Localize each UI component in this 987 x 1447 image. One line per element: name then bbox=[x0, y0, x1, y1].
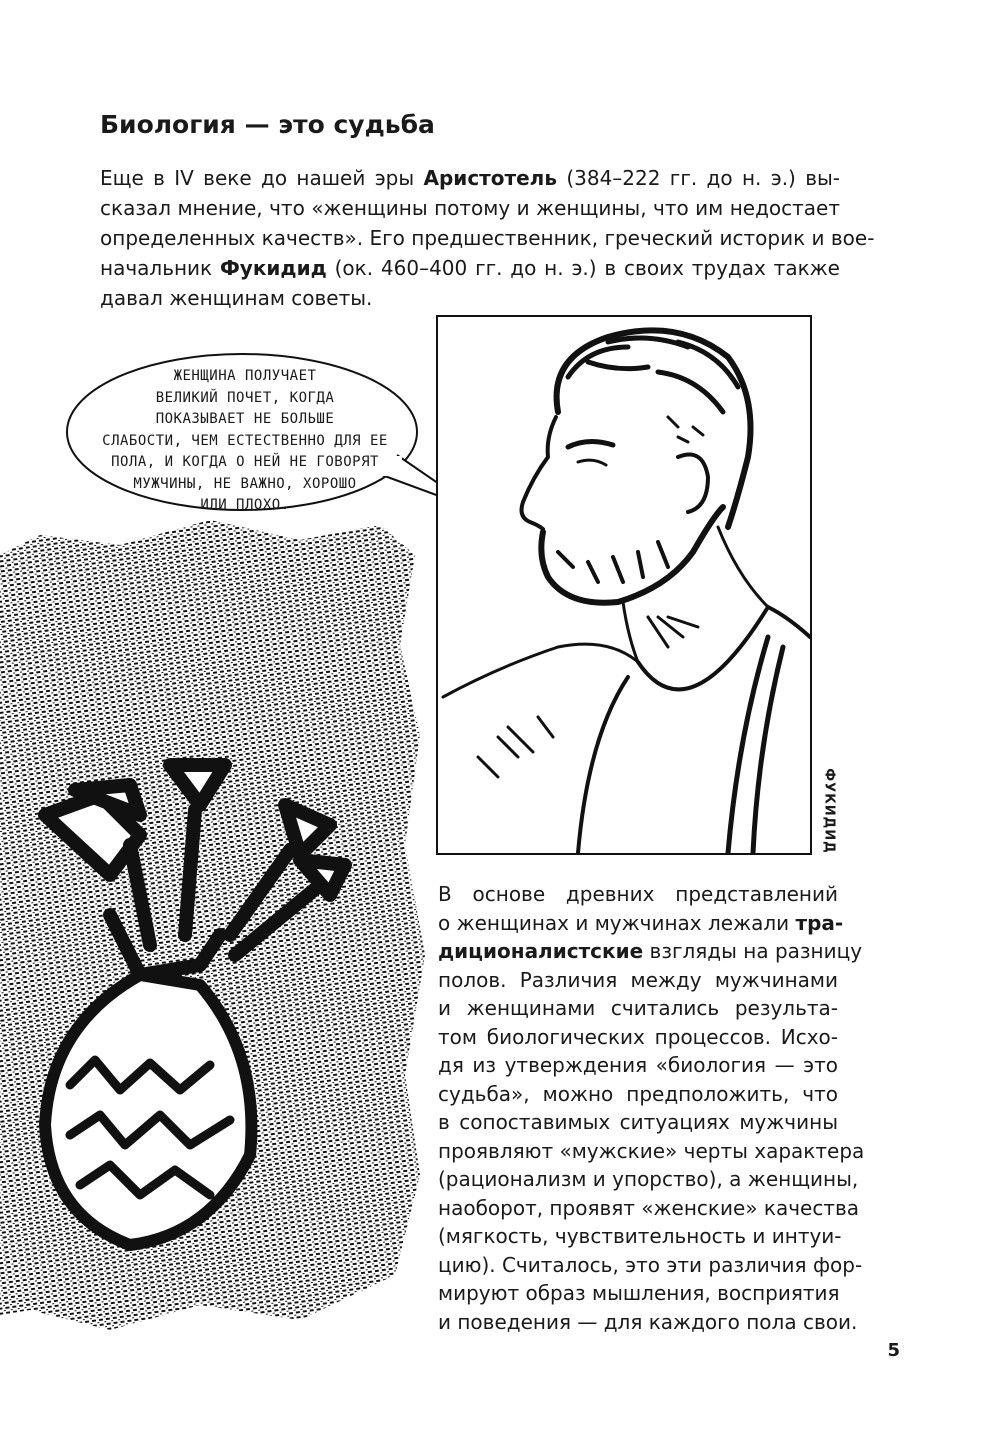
intro-paragraph bbox=[100, 163, 875, 313]
speech-bubble-text: ЖЕНЩИНА ПОЛУЧАЕТ ВЕЛИКИЙ ПОЧЕТ, КОГДА ПОКАЗЫВАЕТ НЕ БОЛЬШЕ СЛАБОСТИ, ЧЕМ ЕСТЕСТВЕННО ДЛЯ ЕЕ ПОЛА, И КОГДА О НЕЙ НЕ ГОВОРЯТ МУЖЧИНЫ, НЕ ВАЖНО, ХОРОШО ИЛИ ПЛОХО. bbox=[102, 368, 388, 513]
body-line: судьба», можно предположить, что bbox=[438, 1081, 838, 1106]
intro-line: давал женщинам советы. bbox=[100, 286, 373, 310]
body-line: мируют образ мышления, восприятия bbox=[438, 1281, 840, 1305]
body-line: дя из утверждения «биология — это bbox=[438, 1053, 838, 1077]
thucydides-portrait bbox=[438, 317, 810, 853]
body-line: о женщинах и мужчинах лежали тра- bbox=[438, 910, 844, 935]
body-line: В основе древних представлений bbox=[438, 882, 838, 906]
body-line: (мягкость, чувствительность и интуи- bbox=[438, 1224, 842, 1248]
body-line: проявляют «мужские» черты характера bbox=[438, 1138, 865, 1163]
body-line: и женщинами считались результа- bbox=[438, 996, 838, 1020]
intro-line: определенных качеств». Его предшественник, греческий историк и вое- bbox=[100, 226, 875, 250]
body-line: полов. Различия между мужчинами bbox=[438, 967, 838, 992]
section-heading: Биология — это судьба bbox=[100, 110, 435, 139]
body-line: в сопоставимых ситуациях мужчины bbox=[438, 1110, 838, 1134]
body-paragraph bbox=[438, 880, 865, 1336]
body-line: диционалистские взгляды на разницу bbox=[438, 939, 863, 963]
intro-line: Еще в IV веке до нашей эры Аристотель (384–222 гг. до н. э.) вы- bbox=[100, 166, 840, 190]
body-line: том биологических процессов. Исхо- bbox=[438, 1024, 838, 1049]
artifact-illustration bbox=[0, 515, 430, 1345]
portrait-caption: ФУКИДИД bbox=[821, 768, 837, 854]
body-line: цию). Считалось, это эти различия фор- bbox=[438, 1252, 863, 1277]
intro-line: сказал мнение, что «женщины потому и женщины, что им недостает bbox=[100, 196, 840, 220]
body-line: и поведения — для каждого пола свои. bbox=[438, 1309, 858, 1334]
portrait-frame bbox=[436, 315, 812, 855]
intro-line: начальник Фукидид (ок. 460–400 гг. до н. э.) в своих трудах также bbox=[100, 256, 840, 280]
body-line: наоборот, проявят «женские» качества bbox=[438, 1195, 860, 1220]
body-line: (рационализм и упорство), а женщины, bbox=[438, 1167, 859, 1191]
page-number: 5 bbox=[887, 1340, 900, 1361]
